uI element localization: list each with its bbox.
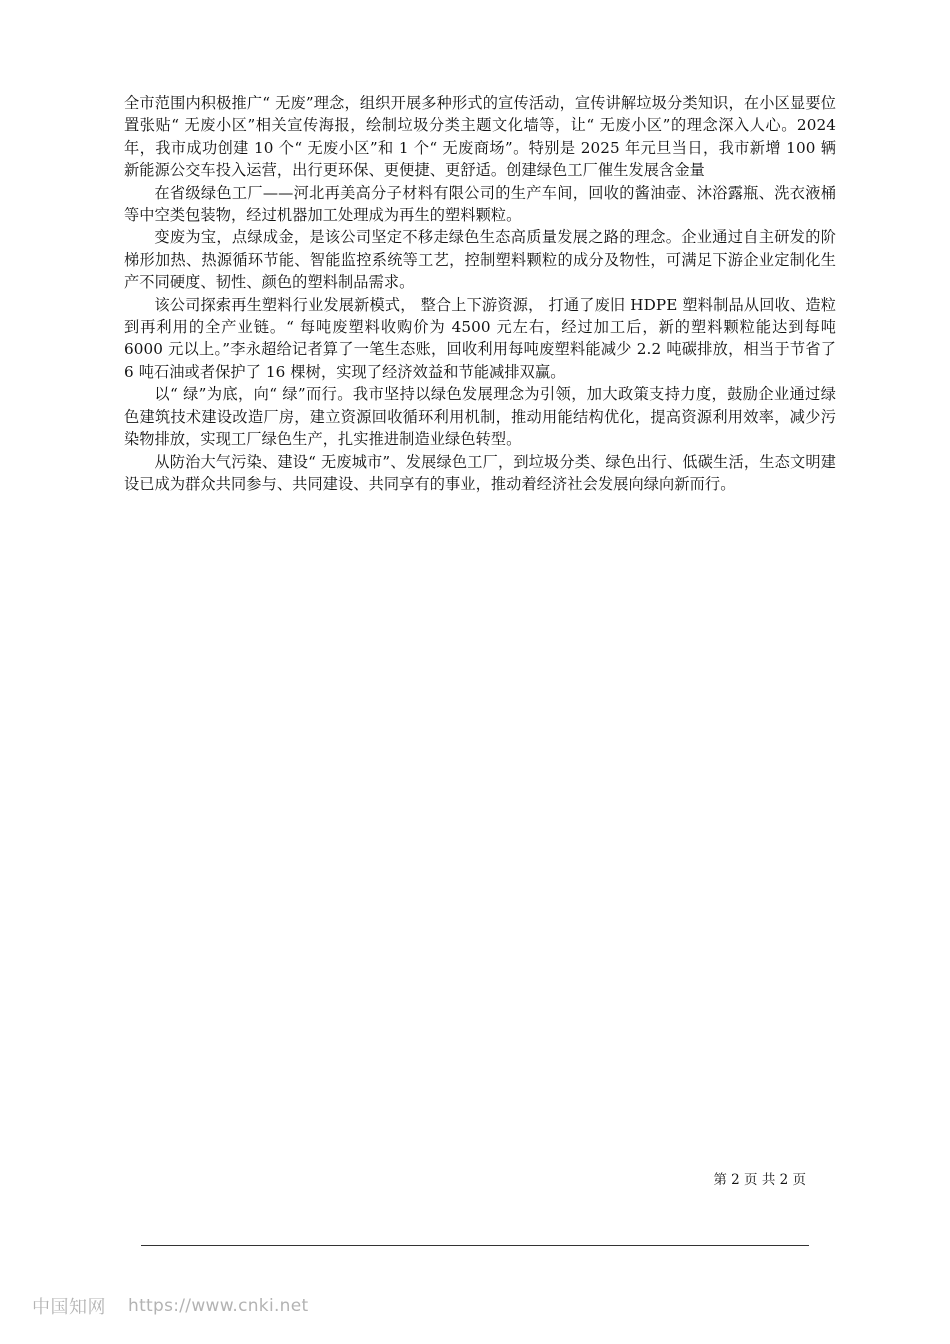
footer-divider: [141, 1245, 809, 1246]
article-body: [124, 92, 836, 495]
paragraph-5: 以“ 绿”为底，向“ 绿”而行。我市坚持以绿色发展理念为引领，加大政策支持力度，鼓励企业通过绿色建筑技术建设改造厂房，建立资源回收循环利用机制，推动用能结构优化，提高资源利用效率，减少污染物排放，实现工厂绿色生产，扎实推进制造业绿色转型。: [124, 385, 836, 449]
watermark-brand: 中国知网: [32, 1297, 106, 1318]
paragraph-2: 在省级绿色工厂——河北再美高分子材料有限公司的生产车间，回收的酱油壶、沐浴露瓶、洗衣液桶等中空类包装物，经过机器加工处理成为再生的塑料颗粒。: [124, 183, 836, 225]
paragraph-4: 该公司探索再生塑料行业发展新模式， 整合上下游资源， 打通了废旧 HDPE 塑料制品从回收、造粒到再利用的全产业链。“ 每吨废塑料收购价为 4500 元左右，经过加工后，新的塑料颗粒能达到每吨 6000 元以上。”李永超给记者算了一笔生态账，回收利用每吨废塑料能减少 2.2 吨碳排放，相当于节省了 6 吨石油或者保护了 16 棵树，实现了经济效益和节能减排双赢。: [124, 295, 836, 381]
paragraph-3: 变废为宝，点绿成金，是该公司坚定不移走绿色生态高质量发展之路的理念。企业通过自主研发的阶梯形加热、热源循环节能、智能监控系统等工艺，控制塑料颗粒的成分及物性，可满足下游企业定制化生产不同硬度、韧性、颜色的塑料制品需求。: [124, 228, 836, 292]
cnki-watermark: [32, 1293, 308, 1319]
page-number: 第 2 页 共 2 页: [713, 1172, 806, 1188]
watermark-url: https://www.cnki.net: [128, 1296, 309, 1316]
paragraph-1: 全市范围内积极推广“ 无废”理念，组织开展多种形式的宣传活动，宣传讲解垃圾分类知识，在小区显要位置张贴“ 无废小区”相关宣传海报，绘制垃圾分类主题文化墙等，让“ 无废小区”的理念深入人心。2024 年，我市成功创建 10 个“ 无废小区”和 1 个“ 无废商场”。特别是 2025 年元旦当日，我市新增 100 辆新能源公交车投入运营，出行更环保、更便捷、更舒适。创建绿色工厂催生发展含金量: [124, 94, 836, 180]
paragraph-6: 从防治大气污染、建设“ 无废城市”、发展绿色工厂，到垃圾分类、绿色出行、低碳生活，生态文明建设已成为群众共同参与、共同建设、共同享有的事业，推动着经济社会发展向绿向新而行。: [124, 452, 836, 493]
